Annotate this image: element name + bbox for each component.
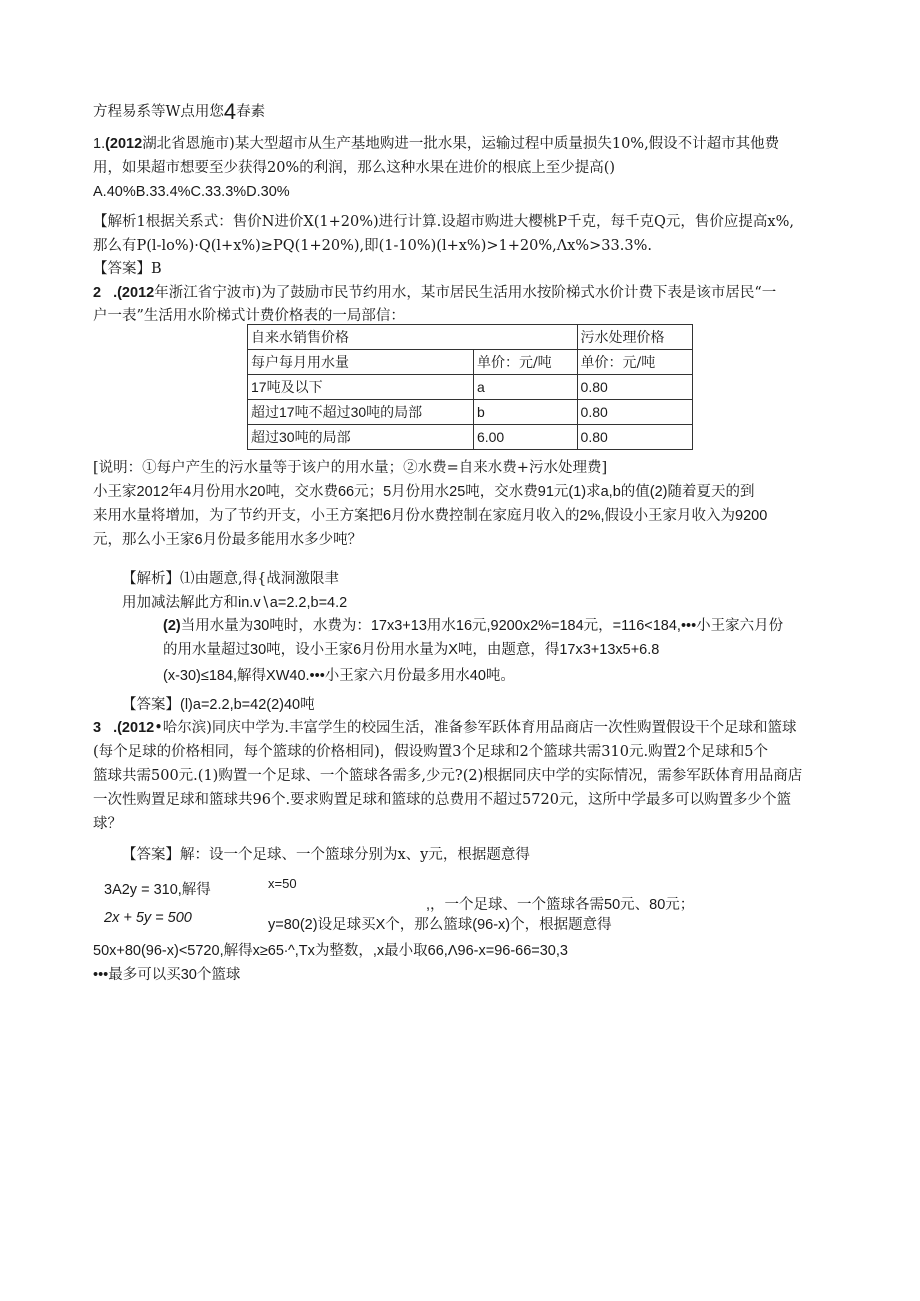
q2-text1: 年浙江省宁波市)为了鼓励市民节约用水，某市居民生活用水按阶梯式水价计费下表是该市居民“一 [154, 285, 777, 301]
q2-part2-line3: (x-30)≤184,解得XW40.•••小王家六月份最多用水40吨。 [163, 668, 515, 684]
col-unit-price: 单价：元/吨 [473, 350, 577, 375]
table-row [248, 325, 693, 350]
q2-part2-text1: 当用水量为30吨时，水费为：17x3+13用水16元,9200x2%=184元，=116<184,•••小王家六月份 [180, 618, 784, 634]
table-row [248, 350, 693, 375]
q2-body1: 小王家2012年4月份用水20吨，交水费66元；5月份用水25吨，交水费91元(1)求a,b的值(2)随着夏天的到 [93, 484, 755, 500]
q3-solution-x: x=50 [268, 876, 297, 891]
page-title [93, 99, 266, 124]
table-row [248, 400, 693, 425]
q3-line5: 球？ [93, 816, 122, 832]
title-prefix: 方程易系等W点用您 [93, 104, 224, 120]
cell-price: b [473, 400, 577, 425]
q1-source: (2012 [105, 136, 143, 152]
q3-line1 [93, 719, 797, 737]
q2-answer: 【答案】(l)a=2.2,b=42(2)40吨 [122, 697, 315, 713]
q2-part2-line2: 的用水量超过30吨，设小王家6月份用水量为X吨，由题意，得17x3+13x5+6.8 [163, 642, 660, 658]
q3-answer-intro: 【答案】解：设一个足球、一个篮球分别为x、y元，根据题意得 [122, 847, 530, 863]
col-sewage-price: 单价：元/吨 [577, 350, 692, 375]
table-row [248, 375, 693, 400]
q2-line2: 户一表”生活用水阶梯式计费价格表的一局部信： [93, 308, 405, 324]
title-suffix: 春素 [236, 104, 266, 120]
q3-inequality: 50x+80(96-x)<5720,解得x≥65∙^,Tx为整数，,x最小取66,Λ96-x=96-66=30,3 [93, 943, 568, 959]
cell-sewage: 0.80 [577, 425, 692, 450]
q3-text1: •哈尔滨)同庆中学为.丰富学生的校园生活，准备参军跃体育用品商店一次性购置假设干个足球和篮球 [154, 720, 797, 736]
q2-body3: 元，那么小王家6月份最多能用水多少吨？ [93, 532, 363, 548]
q3-source: .(2012 [113, 720, 155, 736]
cell-range: 17吨及以下 [248, 375, 474, 400]
q3-line3: 篮球共需500元.(1)购置一个足球、一个篮球各需多,少元?(2)根据同庆中学的实际情况，需参军跃体育用品商店 [93, 768, 803, 784]
q1-analysis2: 那么有P(l-lo%)·Q(l+x%)≥PQ(1+20%),即(1-10%)(l+x%)>1+20%,Λx%>33.3%. [93, 238, 652, 254]
q2-body2: 来用水量将增加，为了节约开支，小王方案把6月份水费控制在家庭月收入的2%,假设小王家月收入为9200 [93, 508, 768, 524]
cell-range: 超过17吨不超过30吨的局部 [248, 400, 474, 425]
q2-part2-line1 [163, 617, 783, 635]
q1-answer: 【答案】B [93, 261, 162, 277]
cell-price: a [473, 375, 577, 400]
q1-options: A.40%B.33.4%C.33.3%D.30% [93, 184, 290, 200]
q3-line2: (每个足球的价格相同，每个篮球的价格相同)，假设购置3个足球和2个篮球共需310元.购置2个足球和5个 [93, 744, 768, 760]
q1-line1 [93, 135, 779, 153]
q1-analysis1: 【解析1根据关系式：售价N进价X(1+20%)进行计算.设超市购进大樱桃P千克，每千克Q元，售价应提高x%, [93, 214, 794, 230]
q2-source: .(2012 [113, 285, 155, 301]
q2-line1 [93, 284, 776, 302]
header-tapwater: 自来水销售价格 [248, 325, 578, 350]
water-price-table [247, 324, 693, 450]
col-usage: 每户每月用水量 [248, 350, 474, 375]
q2-note: [说明：①每户产生的污水量等于该户的用水量；②水费=自来水费+污水处理费] [93, 460, 608, 476]
q3-solution-y: y=80(2)设足球买X个，那么篮球(96-x)个，根据题意得 [268, 917, 612, 933]
q3-number: 3 [93, 720, 102, 736]
q1-number: 1. [93, 136, 106, 152]
q2-number: 2 [93, 285, 102, 301]
q1-line2: 用，如果超市想要至少获得20%的利润，那么这种水果在进价的根底上至少提高() [93, 160, 616, 176]
table-row [248, 425, 693, 450]
q3-line4: 一次性购置足球和篮球共96个.要求购置足球和篮球的总费用不超过5720元，这所中学最多可以购置多少个篮 [93, 792, 791, 808]
cell-range: 超过30吨的局部 [248, 425, 474, 450]
q3-equation1: 3A2y = 310,解得 [104, 882, 211, 898]
q2-analysis2: 用加减法解此方和in.v∖a=2.2,b=4.2 [122, 595, 348, 611]
header-sewage: 污水处理价格 [577, 325, 692, 350]
cell-sewage: 0.80 [577, 400, 692, 425]
q3-result1: ,，一个足球、一个篮球各需50元、80元； [426, 897, 695, 913]
q2-part2-label: (2) [163, 618, 181, 634]
q3-equation2: 2x + 5y = 500 [104, 910, 192, 926]
q3-conclusion: •••最多可以买30个篮球 [93, 967, 241, 983]
cell-price: 6.00 [473, 425, 577, 450]
cell-sewage: 0.80 [577, 375, 692, 400]
q1-text1: 湖北省恩施市)某大型超市从生产基地购进一批水果，运输过程中质量损失10%,假设不计超市其他费 [142, 136, 780, 152]
title-number: 4 [223, 99, 237, 124]
q2-analysis1: 【解析】⑴由题意,得{战洞激限聿 [122, 571, 339, 587]
